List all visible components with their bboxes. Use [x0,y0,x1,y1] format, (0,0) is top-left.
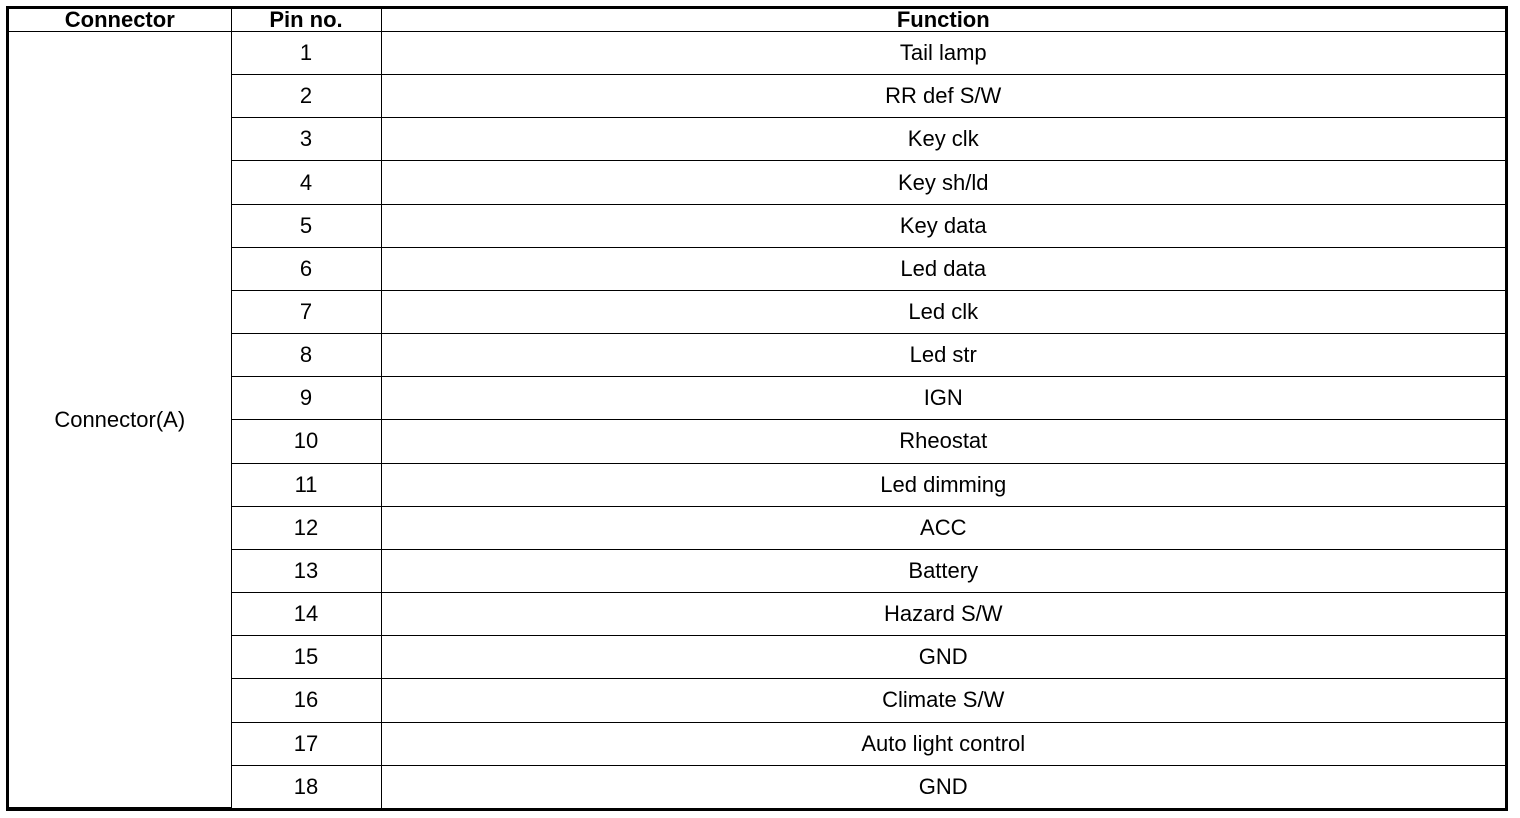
function-cell: Led data [381,247,1505,290]
table-row [9,420,1505,463]
table-body [9,32,1505,808]
table-row [9,75,1505,118]
pin-number-cell: 14 [231,593,381,636]
pin-number-cell: 1 [231,32,381,75]
connector-name-cell: Connector(A) [9,32,231,808]
table-row [9,506,1505,549]
table-row [9,679,1505,722]
table-row [9,290,1505,333]
function-cell: ACC [381,506,1505,549]
table-row [9,334,1505,377]
table-row [9,549,1505,592]
function-cell: Tail lamp [381,32,1505,75]
function-cell: Key sh/ld [381,161,1505,204]
table-row [9,765,1505,807]
table-row [9,118,1505,161]
pin-function-table [9,9,1505,808]
pin-number-cell: 13 [231,549,381,592]
header-pin-no: Pin no. [231,9,381,32]
function-cell: Auto light control [381,722,1505,765]
pin-function-table-frame [6,6,1508,811]
table-row [9,247,1505,290]
table-row [9,593,1505,636]
pin-number-cell: 4 [231,161,381,204]
function-cell: Battery [381,549,1505,592]
table-row [9,377,1505,420]
function-cell: Led dimming [381,463,1505,506]
function-cell: GND [381,636,1505,679]
pin-number-cell: 9 [231,377,381,420]
table-row [9,161,1505,204]
table-row [9,32,1505,75]
function-cell: IGN [381,377,1505,420]
header-function: Function [381,9,1505,32]
pin-number-cell: 5 [231,204,381,247]
function-cell: Key clk [381,118,1505,161]
pin-number-cell: 3 [231,118,381,161]
pin-number-cell: 17 [231,722,381,765]
pin-number-cell: 2 [231,75,381,118]
header-connector: Connector [9,9,231,32]
function-cell: Climate S/W [381,679,1505,722]
function-cell: Led str [381,334,1505,377]
pin-number-cell: 15 [231,636,381,679]
table-row [9,636,1505,679]
pin-number-cell: 8 [231,334,381,377]
pin-number-cell: 18 [231,765,381,807]
function-cell: Key data [381,204,1505,247]
pin-number-cell: 12 [231,506,381,549]
header-row [9,9,1505,32]
table-row [9,204,1505,247]
pin-number-cell: 7 [231,290,381,333]
function-cell: Led clk [381,290,1505,333]
function-cell: Hazard S/W [381,593,1505,636]
function-cell: RR def S/W [381,75,1505,118]
pin-number-cell: 16 [231,679,381,722]
pin-number-cell: 10 [231,420,381,463]
pin-number-cell: 11 [231,463,381,506]
table-row [9,463,1505,506]
table-row [9,722,1505,765]
function-cell: Rheostat [381,420,1505,463]
pin-number-cell: 6 [231,247,381,290]
function-cell: GND [381,765,1505,807]
